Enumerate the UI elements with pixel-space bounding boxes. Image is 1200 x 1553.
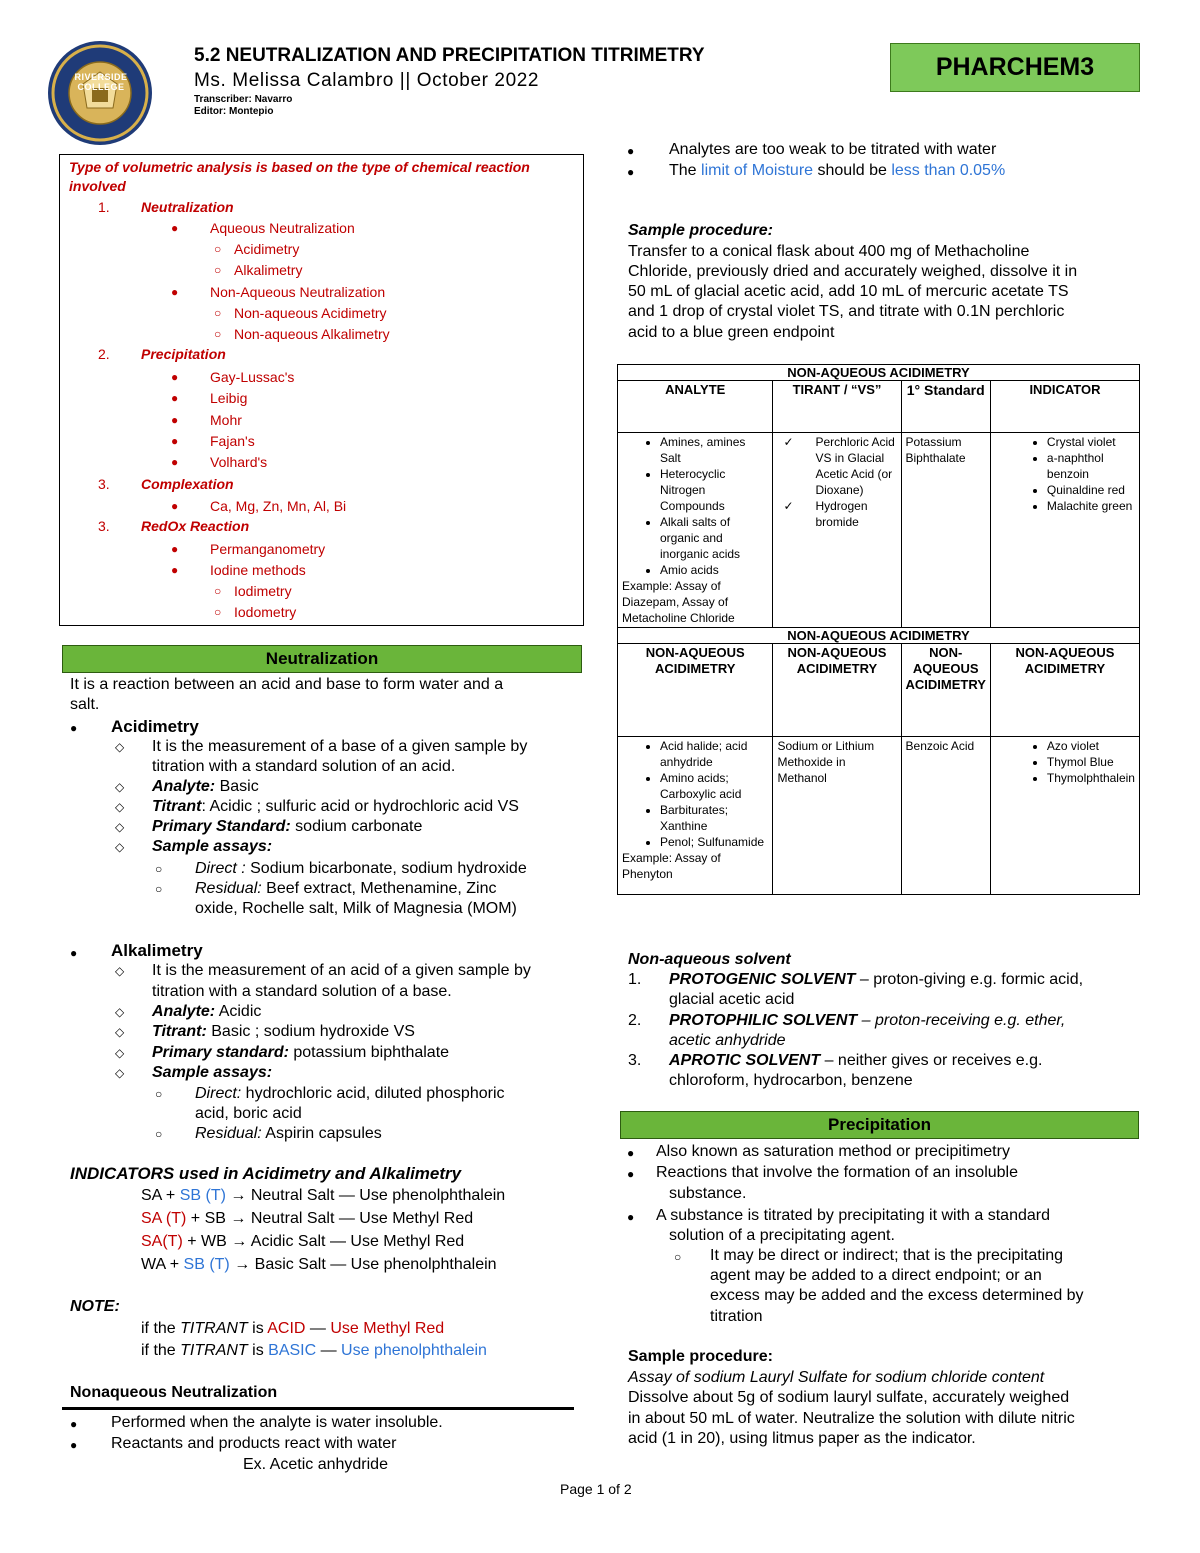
alkalimetry-direct-2: acid, boric acid [195, 1105, 302, 1122]
bullet: ● [171, 563, 179, 577]
item-metals: Ca, Mg, Zn, Mn, Al, Bi [210, 498, 347, 514]
table1-tirant: Perchloric Acid VS in Glacial Acetic Acid (or Dioxane) [815, 435, 895, 497]
table1-indicator: • a-naphthol benzoin [1047, 450, 1135, 482]
bullet: ● [171, 391, 179, 405]
list-num: 1. [628, 971, 642, 988]
bullet: ● [627, 1210, 635, 1224]
college-logo [47, 40, 153, 146]
bullet: ● [70, 1438, 78, 1452]
non-aqueous-table [617, 364, 1140, 895]
bullet: ● [171, 285, 179, 299]
alkalimetry-titrant: Titrant: Basic ; sodium hydroxide VS [152, 1023, 415, 1040]
course-badge: PHARCHEM3 [890, 43, 1140, 92]
sample-procedure-2-line: Dissolve about 5g of sodium lauryl sulfate, accurately weighed [628, 1389, 1070, 1406]
heading-redox: RedOx Reaction [141, 518, 250, 534]
list-num: 2. [98, 346, 110, 362]
item-leibig: Leibig [210, 390, 248, 406]
nonaqueous-bullet-3: Analytes are too weak to be titrated with water [669, 141, 997, 158]
acidimetry-analyte: Analyte: Basic [152, 778, 259, 795]
acidimetry-def-2: titration with a standard solution of an acid. [152, 758, 456, 775]
protogenic-solvent: PROTOGENIC SOLVENT – proton-giving e.g. formic acid, [669, 971, 1084, 988]
lecturer-date: Ms. Melissa Calambro || October 2022 [194, 70, 540, 91]
bullet: ● [171, 499, 179, 513]
precip-bullet-1: Also known as saturation method or precipitimetry [656, 1143, 1010, 1160]
item-nonaq-alkalimetry: Non-aqueous Alkalimetry [234, 326, 390, 342]
precip-bullet-3: A substance is titrated by precipitating it with a standard [656, 1207, 1050, 1224]
bullet: ● [627, 1167, 635, 1181]
alkalimetry-def-2: titration with a standard solution of a base. [152, 983, 452, 1000]
neutralization-def-2: salt. [70, 696, 100, 713]
table2-standard: Benzoic Acid [901, 737, 990, 895]
table1-indicator: • Quinaldine red [1047, 482, 1135, 498]
bullet: ○ [214, 306, 222, 320]
item-iodimetry: Iodimetry [234, 583, 292, 599]
table1-analyte: • Amines, amines Salt [660, 434, 768, 466]
nonaqueous-bullet-1: Performed when the analyte is water insoluble. [111, 1414, 443, 1431]
list-num: 3. [98, 476, 110, 492]
acidimetry-def-1: It is the measurement of a base of a given sample by [152, 738, 528, 755]
protogenic-solvent-2: glacial acetic acid [669, 991, 795, 1008]
table2-indicator: • Thymolphthalein [1047, 770, 1135, 786]
sample-procedure-1-heading: Sample procedure: [628, 222, 773, 239]
table2-header: NON-AQUEOUS ACIDIMETRY [773, 644, 901, 737]
bullet: ◇ [115, 964, 125, 978]
bullet: ○ [674, 1250, 682, 1264]
sample-procedure-1-line: Transfer to a conical flask about 400 mg of Methacholine [628, 243, 1030, 260]
bullet: ○ [214, 605, 222, 619]
heading-precipitation: Precipitation [141, 346, 226, 362]
bullet: ● [70, 721, 78, 735]
nonaqueous-bullet-2: Reactants and products react with water [111, 1435, 397, 1452]
bullet: ● [70, 1417, 78, 1431]
alkalimetry-analyte: Analyte: Acidic [152, 1003, 262, 1020]
heading-neutralization: Neutralization [141, 199, 234, 215]
bullet: ● [171, 221, 179, 235]
table2-header: NON-AQUEOUS ACIDIMETRY [618, 644, 773, 737]
sample-procedure-1-line: acid to a blue green endpoint [628, 324, 835, 341]
protophilic-solvent: PROTOPHILIC SOLVENT – proton-receiving e.g. ether, [669, 1012, 1066, 1029]
table2-analyte: • Penol; Sulfunamide [660, 834, 768, 850]
table1-standard: Potassium Biphthalate [901, 433, 990, 628]
table1-tirant: Hydrogen bromide [815, 499, 868, 529]
bullet: ◇ [115, 1005, 125, 1019]
sample-procedure-2-sub: Assay of sodium Lauryl Sulfate for sodium chloride content [628, 1369, 1045, 1386]
table1-title: NON-AQUEOUS ACIDIMETRY [618, 365, 1140, 381]
precip-bullet-2: Reactions that involve the formation of an insoluble [656, 1164, 1018, 1181]
item-nonaq-acidimetry: Non-aqueous Acidimetry [234, 305, 387, 321]
alkalimetry-def-1: It is the measurement of an acid of a given sample by [152, 962, 531, 979]
logo-text: RIVERSIDE COLLEGE [74, 72, 128, 92]
bullet: ◇ [115, 820, 125, 834]
bullet: ○ [155, 1087, 163, 1101]
bullet: ● [70, 946, 78, 960]
table1-analyte: • Amio acids [660, 562, 768, 578]
sample-procedure-1-line: and 1 drop of crystal violet TS, and titrate with 0.1N perchloric [628, 303, 1065, 320]
bullet: ◇ [115, 780, 125, 794]
bullet: ● [627, 165, 635, 179]
table1-analyte-cell [618, 433, 773, 628]
protophilic-solvent-2: acetic anhydride [669, 1032, 786, 1049]
acidimetry-sample-assays: Sample assays: [152, 838, 273, 855]
table2-header: NON-AQUEOUS ACIDIMETRY [901, 644, 990, 737]
acidimetry-direct: Direct : Sodium bicarbonate, sodium hydroxide [195, 860, 527, 877]
aprotic-solvent: APROTIC SOLVENT – neither gives or receives e.g. [669, 1052, 1043, 1069]
item-gay-lussac: Gay-Lussac's [210, 369, 295, 385]
bullet: ◇ [115, 800, 125, 814]
table1-analyte: • Alkali salts of organic and inorganic acids [660, 514, 768, 562]
bullet: ◇ [115, 840, 125, 854]
bullet: ◇ [115, 1025, 125, 1039]
alkalimetry-heading: Alkalimetry [111, 941, 203, 960]
editor: Editor: Montepio [194, 106, 274, 117]
document-title: 5.2 NEUTRALIZATION AND PRECIPITATION TITRIMETRY [194, 45, 705, 66]
item-fajans: Fajan's [210, 433, 255, 449]
table2-indicator: • Azo violet [1047, 738, 1135, 754]
acidimetry-primary-standard: Primary Standard: sodium carbonate [152, 818, 423, 835]
indicators-heading: INDICATORS used in Acidimetry and Alkalimetry [70, 1164, 462, 1183]
note-acid: if the TITRANT is ACID — Use Methyl Red [141, 1320, 445, 1337]
bullet: ○ [214, 242, 222, 256]
acidimetry-residual-2: oxide, Rochelle salt, Milk of Magnesia (MOM) [195, 900, 517, 917]
note-heading: NOTE: [70, 1298, 120, 1315]
alkalimetry-primary-standard: Primary standard: potassium biphthalate [152, 1044, 450, 1061]
table2-analyte: • Barbiturates; Xanthine [660, 802, 768, 834]
box-intro: Type of volumetric analysis is based on the type of chemical reaction involved [69, 159, 530, 194]
indicator-rule-3: SA(T) + WB → Acidic Salt — Use Methyl Red [141, 1233, 465, 1250]
sample-procedure-1-line: Chloride, previously dried and accurately weighed, dissolve it in [628, 263, 1078, 280]
table1-header: INDICATOR [990, 381, 1139, 433]
item-iodometry: Iodometry [234, 604, 297, 620]
table2-analyte-cell [618, 737, 773, 895]
sample-procedure-2-heading: Sample procedure: [628, 1348, 773, 1365]
table1-indicator: • Crystal violet [1047, 434, 1135, 450]
item-aqueous: Aqueous Neutralization [210, 220, 355, 236]
item-mohr: Mohr [210, 412, 242, 428]
item-non-aqueous: Non-Aqueous Neutralization [210, 284, 386, 300]
bullet: ◇ [115, 1046, 125, 1060]
page-number: Page 1 of 2 [560, 1481, 632, 1497]
bullet: ◇ [115, 1066, 125, 1080]
alkalimetry-sample-assays: Sample assays: [152, 1064, 273, 1081]
table2-analyte-example: Example: Assay of Phenyton [622, 851, 721, 881]
bullet: ● [171, 542, 179, 556]
precip-sub-1: It may be direct or indirect; that is the precipitating [710, 1247, 1064, 1264]
acidimetry-heading: Acidimetry [111, 717, 199, 736]
item-alkalimetry: Alkalimetry [234, 262, 303, 278]
precipitation-bar: Precipitation [620, 1111, 1139, 1139]
table1-tirant-cell: ✓ Perchloric Acid VS in Glacial Acetic Acid (or Dioxane) ✓ Hydrogen bromide [773, 433, 901, 628]
bullet: ○ [155, 882, 163, 896]
acidimetry-residual: Residual: Beef extract, Methenamine, Zinc [195, 880, 497, 897]
table2-title: NON-AQUEOUS ACIDIMETRY [618, 628, 1140, 644]
nonaqueous-heading: Nonaqueous Neutralization [70, 1384, 278, 1401]
bullet: ○ [214, 584, 222, 598]
table1-header: TIRANT / “VS” [773, 381, 901, 433]
bullet: ● [171, 455, 179, 469]
bullet: ◇ [115, 740, 125, 754]
bullet: ○ [214, 263, 222, 277]
indicator-rule-4: WA + SB (T) → Basic Salt — Use phenolphthalein [141, 1256, 497, 1273]
solvent-heading: Non-aqueous solvent [628, 951, 791, 968]
bullet: ○ [155, 1127, 163, 1141]
item-volhards: Volhard's [210, 454, 268, 470]
table1-indicator: • Malachite green [1047, 498, 1135, 514]
list-num: 3. [628, 1052, 642, 1069]
nonaqueous-bullet-4: The limit of Moisture should be less than 0.05% [669, 162, 1006, 179]
item-iodine: Iodine methods [210, 562, 306, 578]
indicator-rule-2: SA (T) + SB → Neutral Salt — Use Methyl Red [141, 1210, 474, 1227]
bullet: ● [627, 1146, 635, 1160]
alkalimetry-residual: Residual: Aspirin capsules [195, 1125, 382, 1142]
table2-indicator: • Thymol Blue [1047, 754, 1135, 770]
table1-header: ANALYTE [618, 381, 773, 433]
heading-rule [62, 1407, 574, 1410]
item-acidimetry: Acidimetry [234, 241, 300, 257]
alkalimetry-direct: Direct: hydrochloric acid, diluted phosphoric [195, 1085, 505, 1102]
table1-header: 1° Standard [901, 381, 990, 433]
transcriber: Transcriber: Navarro [194, 94, 293, 105]
bullet: ○ [155, 862, 163, 876]
table1-analyte: • Heterocyclic Nitrogen Compounds [660, 466, 768, 514]
heading-complexation: Complexation [141, 476, 234, 492]
aprotic-solvent-2: chloroform, hydrocarbon, benzene [669, 1072, 913, 1089]
note-base: if the TITRANT is BASIC — Use phenolphthalein [141, 1342, 487, 1359]
neutralization-def: It is a reaction between an acid and base to form water and a [70, 676, 504, 693]
nonaqueous-example: Ex. Acetic anhydride [243, 1456, 388, 1473]
precip-bullet-2b: substance. [669, 1185, 747, 1202]
list-num: 1. [98, 199, 110, 215]
list-num: 3. [98, 518, 110, 534]
table2-analyte: • Amino acids; Carboxylic acid [660, 770, 768, 802]
bullet: ● [171, 413, 179, 427]
table2-tirant: Sodium or Lithium Methoxide in Methanol [773, 737, 901, 895]
table1-analyte-example: Example: Assay of Diazepam, Assay of Metacholine Chloride [622, 579, 735, 625]
table2-header: NON-AQUEOUS ACIDIMETRY [990, 644, 1139, 737]
precip-bullet-3b: solution of a precipitating agent. [669, 1227, 895, 1244]
acidimetry-titrant: Titrant: Acidic ; sulfuric acid or hydrochloric acid VS [152, 798, 519, 815]
neutralization-bar: Neutralization [62, 645, 582, 673]
list-num: 2. [628, 1012, 642, 1029]
sample-procedure-1-line: 50 mL of glacial acetic acid, add 10 mL of mercuric acetate TS [628, 283, 1069, 300]
table2-analyte: • Acid halide; acid anhydride [660, 738, 768, 770]
precip-sub-3: excess may be added and the excess determined by [710, 1287, 1084, 1304]
table1-indicator-cell [990, 433, 1139, 628]
item-permanganometry: Permanganometry [210, 541, 326, 557]
bullet: ● [171, 370, 179, 384]
precip-sub-4: titration [710, 1308, 763, 1325]
sample-procedure-2-line: acid (1 in 20), using litmus paper as the indicator. [628, 1430, 976, 1447]
table2-indicator-cell [990, 737, 1139, 895]
precip-sub-2: agent may be added to a direct endpoint; or an [710, 1267, 1042, 1284]
sample-procedure-2-line: in about 50 mL of water. Neutralize the solution with dilute nitric [628, 1410, 1075, 1427]
indicator-rule-1: SA + SB (T) → Neutral Salt — Use phenolphthalein [141, 1187, 506, 1204]
bullet: ● [627, 144, 635, 158]
bullet: ○ [214, 327, 222, 341]
bullet: ● [171, 434, 179, 448]
